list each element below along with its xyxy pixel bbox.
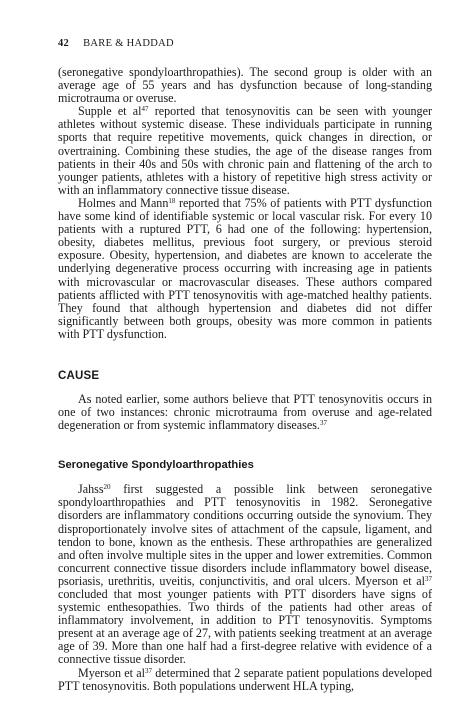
paragraph: (seronegative spondyloarthropathies). The second group is older with an average age of 55 years and has dysfunction because of long-standing microtrauma or overuse. [58, 65, 432, 106]
text-run: Myerson et al [78, 665, 145, 680]
body-text [58, 483, 432, 693]
paragraph [58, 105, 432, 197]
text-run: As noted earlier, some authors believe that PTT tenosynovitis occurs in one of two instances: chronic microtrauma from overuse and age-related degeneration or from systemic inflammatory diseases. [58, 391, 432, 433]
text-run: determined that 2 separate patient populations developed PTT tenosynovitis. Both populations underwent HLA typing, [58, 665, 432, 693]
citation-ref: 37 [144, 666, 152, 675]
page [58, 38, 432, 693]
body-text [58, 66, 432, 341]
subsection-heading-seronegative: Seronegative Spondyloarthropathies [58, 459, 254, 472]
paragraph [58, 667, 432, 693]
body-text [58, 393, 432, 432]
paragraph [58, 483, 432, 666]
text-run: Supple et al [78, 104, 142, 119]
text-run: Jahss [78, 482, 104, 497]
citation-ref: 47 [141, 105, 149, 114]
citation-ref: 20 [103, 483, 111, 492]
text-run: Holmes and Mann [78, 195, 169, 210]
section-heading-cause: CAUSE [58, 369, 100, 382]
citation-ref: 37 [319, 419, 327, 428]
citation-ref: 18 [168, 196, 176, 205]
citation-ref: 37 [425, 574, 432, 583]
text-run: reported that 75% of patients with PTT dysfunction have some kind of identifiable systemic or local vascular risk. For every 10 patients with a ruptured PTT, 6 had one of the following: hypertension, obesity, diabetes mellitus, previous foot surgery, or previous steroid exposure. Obesity, hypertension, and diabetes are known to accelerate the underlying degenerative process occurring with increasing age in patients with microvascular or macrovascular diseases. These authors compared patients afflicted with PTT tenosynovitis with age-matched healthy patients. They found that although hypertension and diabetes did not differ significantly between both groups, obesity was more common in patients with PTT dysfunction. [58, 195, 432, 341]
text-run: concluded that most younger patients with PTT disorders have signs of systemic enthesopathies. Two thirds of the patients had other areas of inflammatory involvement, in addition to PTT tenosynovitis. Symptoms present at an average age of 27, with patients seeking treatment at an average age of 39. More than one half had a first-degree relative with evidence of a connective tissue disorder. [58, 587, 432, 667]
text-run: first suggested a possible link between seronegative spondyloarthropathies and PTT tenosynovitis in 1982. Seronegative disorders are inflammatory conditions occurring outside the synovium. They disproportionately involve sites of attachment of the capsule, ligament, and tendon to bone, known as the enthesis. These arthropathies are generalized and often involve multiple sites in the upper and lower extremities. Common concurrent connective tissue disorders include inflammatory bowel disease, psoriasis, urethritis, uveitis, conjunctivitis, and oral ulcers. Myerson et al [58, 482, 432, 588]
paragraph [58, 197, 432, 341]
paragraph [58, 393, 432, 432]
running-title: BARE & HADDAD [83, 38, 174, 49]
running-head [58, 38, 432, 52]
text-run: reported that tenosynovitis can be seen with younger athletes without systemic disease. These individuals participate in running sports that require repetitive movements, quick changes in direction, or overtraining. Combining these studies, the age of the disease ranges from patients in their 40s and 50s with chronic pain and flattening of the arch to younger patients, athletes with a history of repetitive high stress activity or with an inflammatory connective tissue disease. [58, 104, 432, 197]
page-number: 42 [58, 38, 70, 49]
